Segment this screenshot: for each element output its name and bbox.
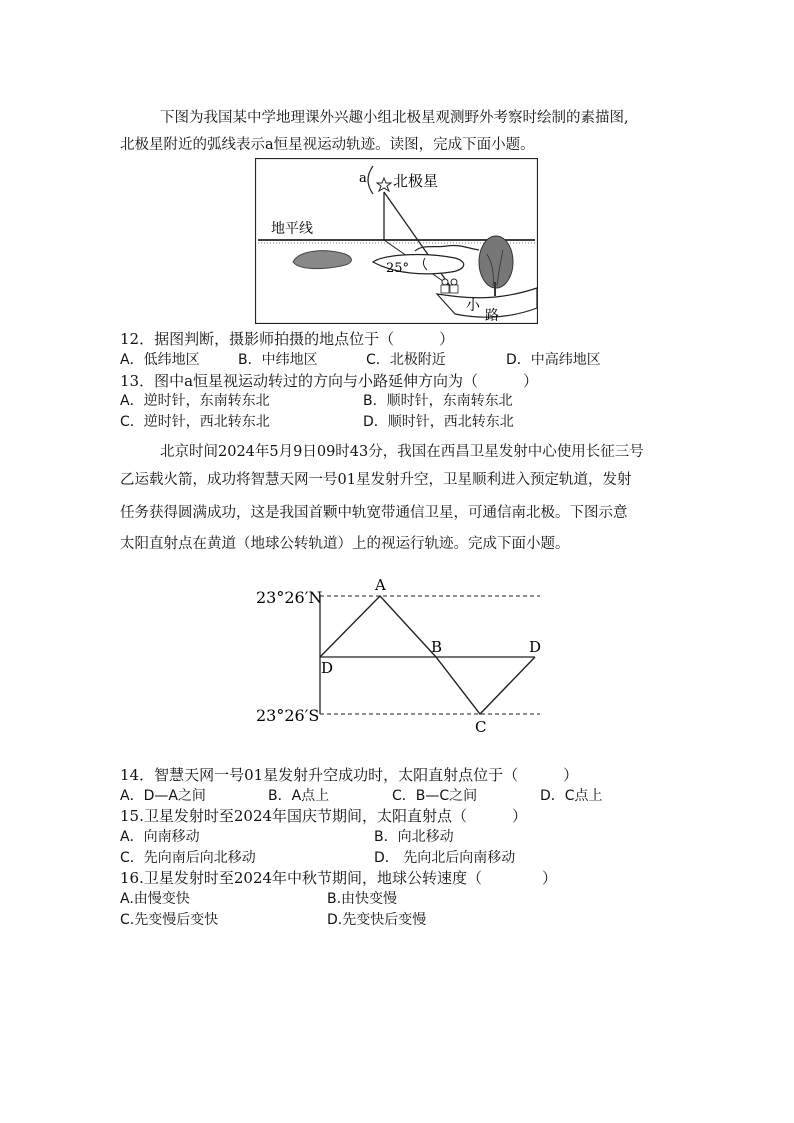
intro2-line1: 北京时间2024年5月9日09时43分，我国在西昌卫星发射中心使用长征三号 <box>160 444 644 460</box>
q14-option-c[interactable]: C．B—C之间 <box>392 788 478 804</box>
q13-option-c[interactable]: C．逆时针，西北转东北 <box>120 414 270 430</box>
point-b-label: B <box>431 638 443 656</box>
intro1-line1: 下图为我国某中学地理课外兴趣小组北极星观测野外考察时绘制的素描图, <box>160 110 629 126</box>
q15-option-a[interactable]: A．向南移动 <box>120 829 200 845</box>
point-c-label: C <box>475 718 487 736</box>
intro2-line2: 乙运载火箭，成功将智慧天网一号01星发射升空，卫星顺利进入预定轨道，发射 <box>120 472 632 488</box>
arc-label: a <box>359 171 367 186</box>
q12-option-a[interactable]: A．低纬地区 <box>120 352 200 368</box>
q15-option-b[interactable]: B．向北移动 <box>374 829 454 845</box>
q13-option-a[interactable]: A．逆时针，东南转东北 <box>120 393 270 409</box>
horizon-label: 地平线 <box>271 221 313 237</box>
q12-option-c[interactable]: C．北极附近 <box>366 352 446 368</box>
q12-option-b[interactable]: B．中纬地区 <box>238 352 318 368</box>
q12-option-d[interactable]: D．中高纬地区 <box>506 352 601 368</box>
q13-option-d[interactable]: D．顺时针，西北转东北 <box>363 414 514 430</box>
sun-path-line <box>320 596 535 714</box>
intro2-line3: 任务获得圆满成功，这是我国首颗中轨宽带通信卫星，可通信南北极。下图示意 <box>120 505 628 521</box>
point-d-left-label: D <box>321 659 334 677</box>
q13-option-b[interactable]: B．顺时针，东南转东北 <box>363 393 513 409</box>
sun-path-figure <box>250 572 550 740</box>
q16-stem: 16.卫星发射时至2024年中秋节期间，地球公转速度（ ） <box>120 869 558 887</box>
q14-option-a[interactable]: A．D—A之间 <box>120 788 206 804</box>
q15-stem: 15.卫星发射时至2024年国庆节期间，太阳直射点（ ） <box>120 807 528 825</box>
angle-label: 25° <box>386 261 410 276</box>
person-icon <box>441 285 449 293</box>
q16-option-a[interactable]: A.由慢变快 <box>120 891 190 907</box>
polaris-label: 北极星 <box>393 172 439 190</box>
road-label-2: 路 <box>485 308 499 324</box>
q14-option-d[interactable]: D．C点上 <box>540 788 603 804</box>
q16-option-d[interactable]: D.先变快后变慢 <box>327 912 427 928</box>
road-label-1: 小 <box>466 298 480 314</box>
intro1-line2: 北极星附近的弧线表示a恒星视运动轨迹。读图，完成下面小题。 <box>120 137 535 153</box>
q14-stem: 14．智慧天网一号01星发射升空成功时，太阳直射点位于（ ） <box>120 766 579 784</box>
point-d-right-label: D <box>529 638 542 656</box>
q16-option-c[interactable]: C.先变慢后变快 <box>120 912 219 928</box>
south-latitude-label: 23°26′S <box>256 706 320 725</box>
q14-option-b[interactable]: B．A点上 <box>268 788 330 804</box>
tree-icon <box>479 236 513 288</box>
intro2-line4: 太阳直射点在黄道（地球公转轨道）上的视运行轨迹。完成下面小题。 <box>120 536 570 552</box>
q15-option-d[interactable]: D． 先向北后向南移动 <box>374 850 516 866</box>
q16-option-b[interactable]: B.由快变慢 <box>327 891 398 907</box>
q13-stem: 13．图中a恒星视运动转过的方向与小路延伸方向为（ ） <box>120 372 539 390</box>
point-a-label: A <box>375 576 386 594</box>
q12-stem: 12．据图判断，摄影师拍摄的地点位于（ ） <box>120 330 455 348</box>
q15-option-c[interactable]: C．先向南后向北移动 <box>120 850 256 866</box>
north-latitude-label: 23°26′N <box>256 588 323 607</box>
polaris-sketch-figure <box>255 158 538 324</box>
person-icon <box>450 285 458 293</box>
